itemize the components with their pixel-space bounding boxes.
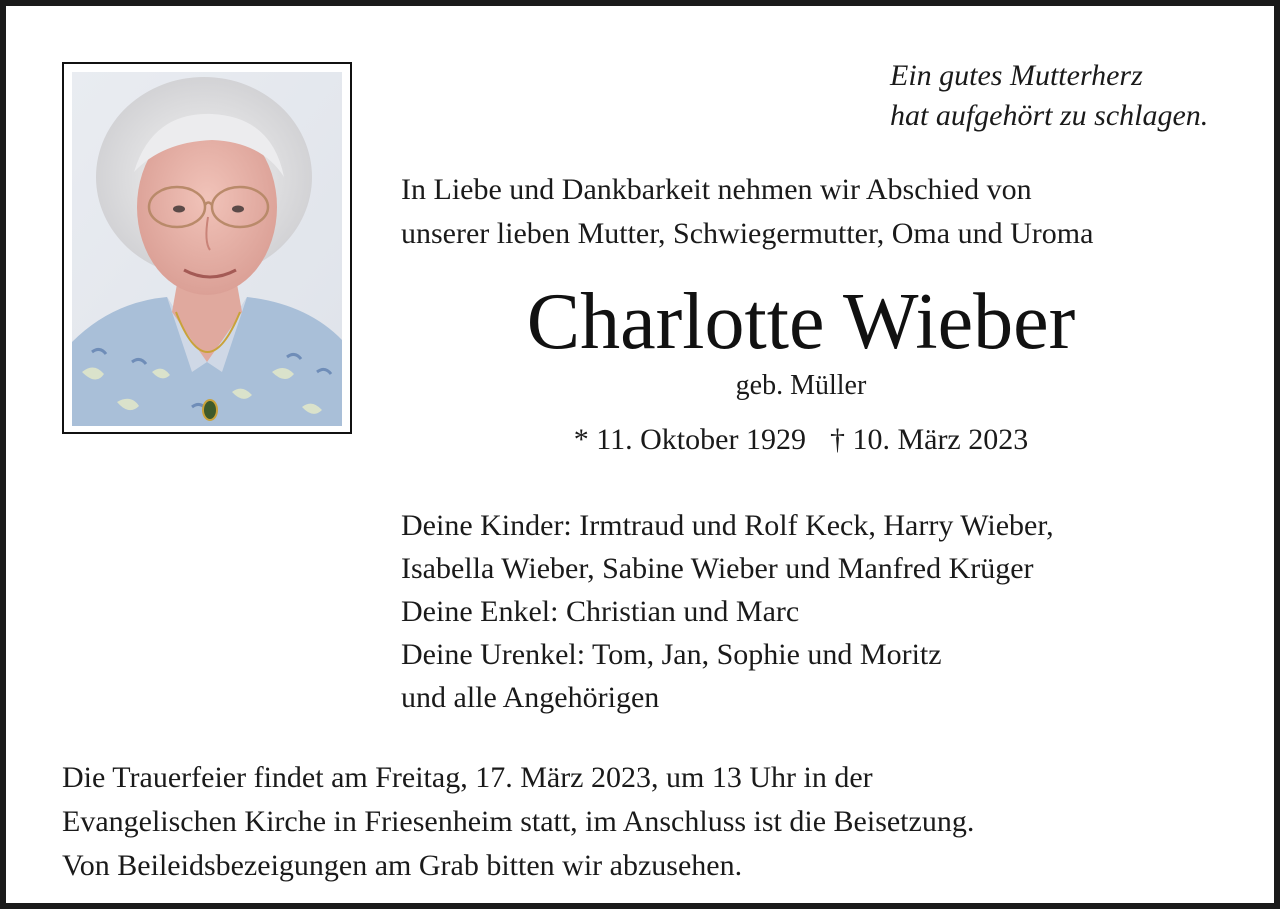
- motto-quote: [890, 56, 1208, 136]
- birth-date: * 11. Oktober 1929: [573, 423, 806, 456]
- mourners-list: [401, 504, 1054, 719]
- intro-text: [401, 168, 1093, 256]
- deceased-name: Charlotte Wieber: [526, 278, 1076, 366]
- funeral-service-info: [62, 756, 974, 888]
- intro-line-1: In Liebe und Dankbarkeit nehmen wir Abschied von: [401, 173, 1032, 206]
- portrait-photo: [62, 62, 352, 434]
- mourners-line-1: Deine Kinder: Irmtraud und Rolf Keck, Harry Wieber,: [401, 509, 1054, 542]
- motto-line-2: hat aufgehört zu schlagen.: [890, 99, 1209, 132]
- service-line-1: Die Trauerfeier findet am Freitag, 17. März 2023, um 13 Uhr in der: [62, 761, 873, 794]
- life-dates: [401, 420, 1201, 460]
- mourners-line-3: Deine Enkel: Christian und Marc: [401, 595, 800, 628]
- mourners-line-2: Isabella Wieber, Sabine Wieber und Manfred Krüger: [401, 552, 1034, 585]
- portrait-image: [72, 72, 342, 426]
- mourners-line-4: Deine Urenkel: Tom, Jan, Sophie und Moritz: [401, 638, 942, 671]
- motto-line-1: Ein gutes Mutterherz: [890, 59, 1143, 92]
- mourners-line-5: und alle Angehörigen: [401, 681, 660, 714]
- service-line-2: Evangelischen Kirche in Friesenheim statt, im Anschluss ist die Beisetzung.: [62, 805, 975, 838]
- birth-name: geb. Müller: [735, 370, 867, 401]
- service-line-3: Von Beileidsbezeigungen am Grab bitten wir abzusehen.: [62, 849, 743, 882]
- death-date: † 10. März 2023: [829, 423, 1029, 456]
- intro-line-2: unserer lieben Mutter, Schwiegermutter, Oma und Uroma: [401, 217, 1094, 250]
